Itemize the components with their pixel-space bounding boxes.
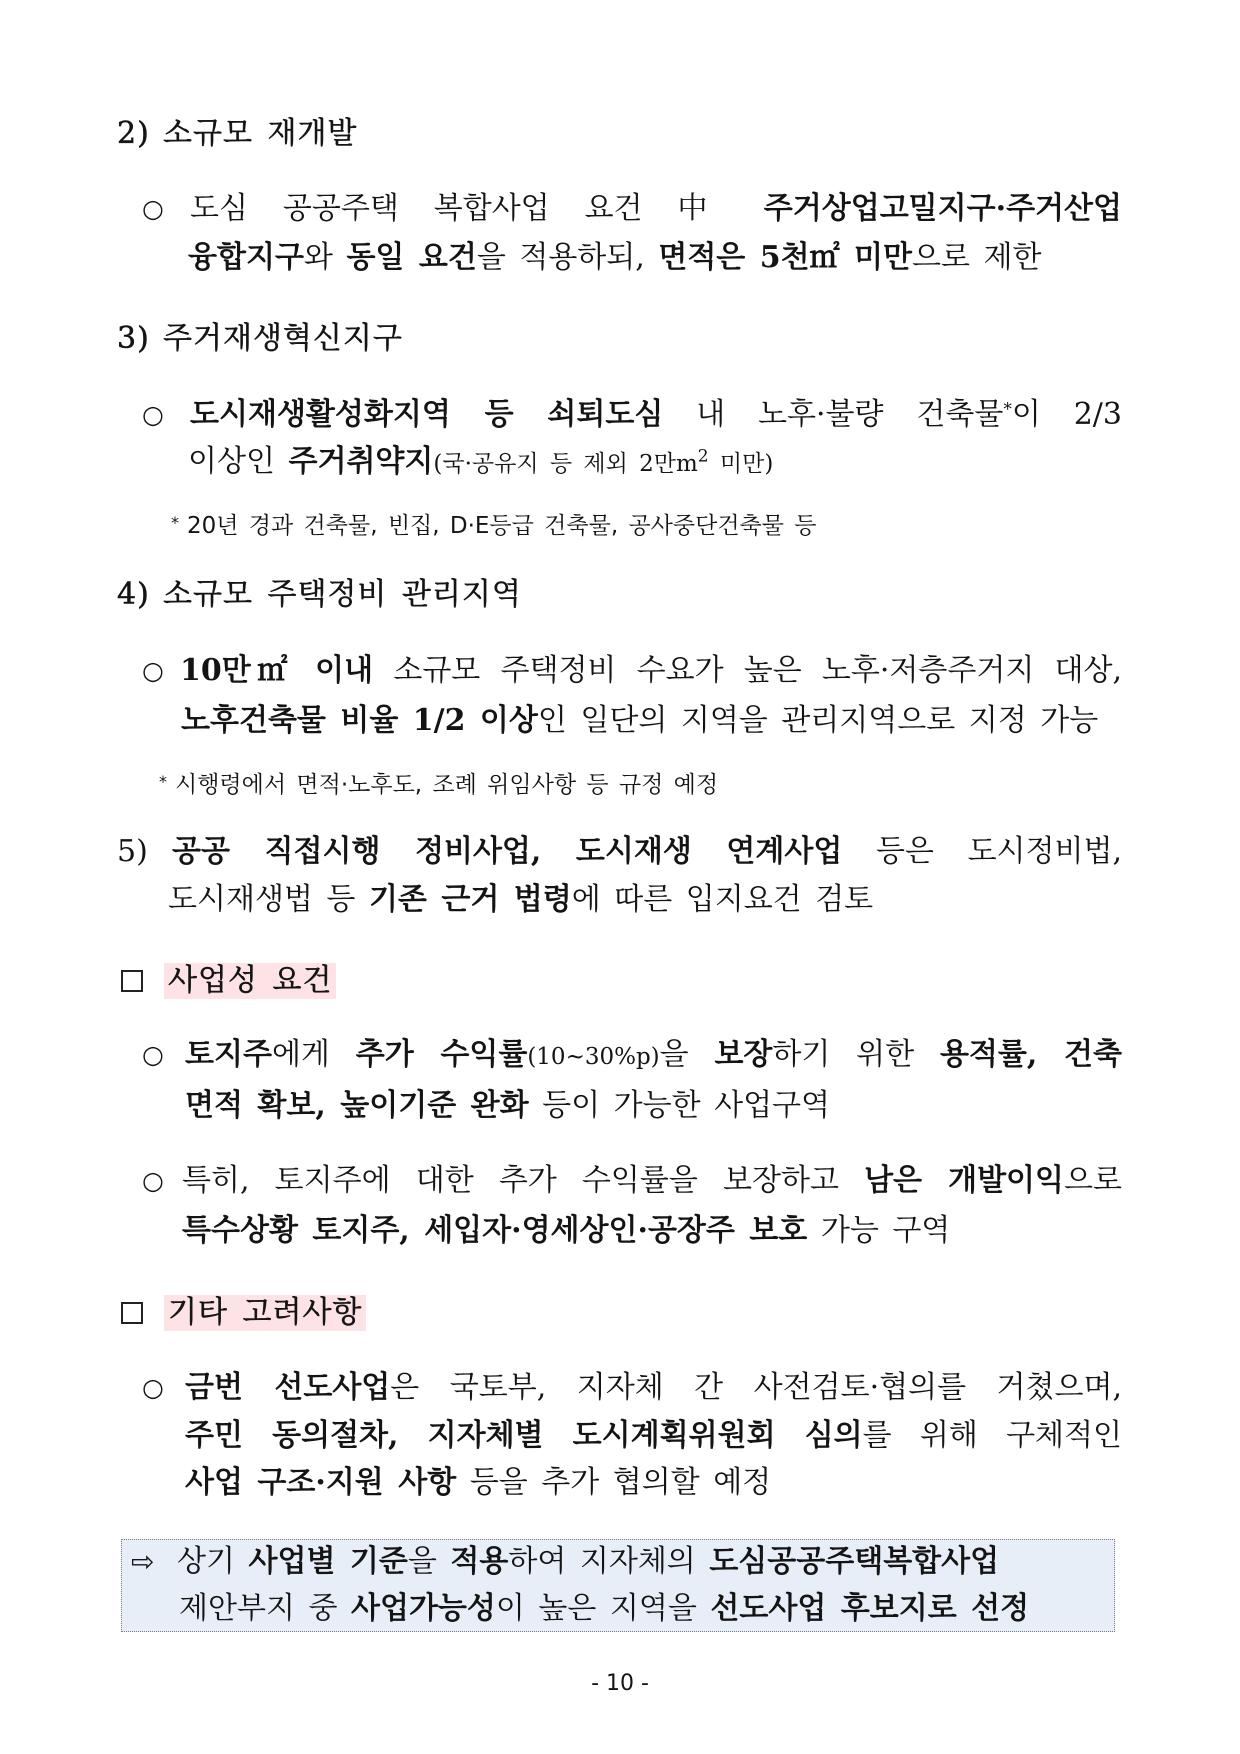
text-run: 인 일단의 지역을 관리지역으로 지정 가능 [537, 703, 1099, 738]
page-number: - 10 - [591, 1671, 649, 1696]
square-outline-icon [121, 1302, 143, 1324]
summary-line [177, 1540, 999, 1584]
text-run: 도시재생법 등 [168, 882, 369, 917]
subsection-heading [164, 1291, 366, 1335]
bold-text-run: 특수상황 토지주, 세입자·영세상인·공장주 보호 [182, 1213, 808, 1248]
bold-text-run: 사업별 기준 [248, 1544, 408, 1579]
text-run: 내 노후·불량 건축물 [663, 397, 1004, 432]
paragraph-line [185, 1366, 1122, 1410]
text-run: 에 따른 입지요건 검토 [571, 882, 874, 917]
bold-text-run: 적용 [450, 1544, 509, 1579]
paragraph-line [182, 1209, 950, 1253]
bold-text-run: 선도사업 후보지로 선정 [710, 1591, 1030, 1626]
paragraph-line [172, 830, 1122, 874]
text-run: 를 위해 구체적인 [862, 1418, 1122, 1453]
text-run: 하기 위한 [772, 1037, 940, 1072]
bold-text-run: 기존 근거 법령 [368, 882, 572, 917]
bold-text-run: 10만㎡ 이내 [180, 653, 374, 688]
right-arrow-icon: ⇨ [131, 1545, 155, 1578]
text-run: 으로 [1064, 1163, 1122, 1198]
bullet-circle-icon: ○ [142, 1373, 164, 1402]
bullet-circle-icon: ○ [142, 1166, 164, 1195]
bold-text-run: 노후건축물 비율 1/2 이상 [181, 703, 538, 738]
section-number: 5) [117, 834, 148, 869]
paragraph-line [181, 699, 1098, 743]
bold-text-run: 추가 수익률 [355, 1037, 528, 1072]
text-run: (10~30%p) [527, 1044, 660, 1070]
bold-text-run: 주거상업고밀지구·주거산업 [763, 191, 1122, 226]
text-run: 등이 가능한 사업구역 [528, 1088, 831, 1123]
subsection-heading [164, 959, 336, 1003]
bullet-circle-icon: ○ [142, 656, 164, 685]
bullet-circle-icon: ○ [142, 1040, 164, 1069]
paragraph-line [185, 1414, 1122, 1458]
section-title: 소규모 재개발 [163, 116, 358, 151]
paragraph-line [168, 878, 873, 922]
text-run: 와 [303, 240, 347, 275]
text-run: 이 높은 지역을 [495, 1591, 711, 1626]
bold-text-run: 사업가능성 [350, 1591, 496, 1626]
text-run: 가능 구역 [807, 1213, 951, 1248]
text-run: 등은 도시정비법, [842, 834, 1122, 869]
footnote-text: 시행령에서 면적·노후도, 조례 위임사항 등 규정 예정 [175, 771, 719, 798]
text-run: 도심 공공주택 복합사업 요건 中 [190, 191, 764, 226]
highlighted-title: 사업성 요건 [164, 963, 336, 999]
footnote [171, 501, 817, 545]
bold-text-run: 보장 [714, 1037, 773, 1072]
text-run: 으로 제한 [912, 240, 1042, 275]
square-outline-icon [121, 970, 143, 992]
text-run: (국·공유지 등 제외 2만m [433, 451, 698, 477]
bold-text-run: 용적률, 건축 [939, 1037, 1122, 1072]
paragraph-line [190, 393, 1122, 437]
bold-text-run: 주민 동의절차, 지자체별 도시계획위원회 심의 [185, 1418, 863, 1453]
paragraph-line [190, 187, 1122, 231]
text-run: 미만) [708, 451, 774, 477]
highlighted-title: 기타 고려사항 [164, 1295, 366, 1331]
text-run: 상기 [177, 1544, 249, 1579]
bold-text-run: 융합지구 [188, 240, 304, 275]
footnote [159, 760, 718, 804]
bold-text-run: 금번 선도사업 [185, 1370, 391, 1405]
text-run: 은 국토부, 지자체 간 사전검토·협의를 거쳤으며, [390, 1370, 1122, 1405]
text-run: 특히, 토지주에 대한 추가 수익률을 보장하고 [182, 1163, 865, 1198]
section-number: 2) [117, 116, 150, 151]
text-run: 이상인 [188, 444, 289, 479]
paragraph-line [188, 236, 1041, 280]
text-run: 을 적용하되, [476, 240, 659, 275]
text-run: * [1003, 399, 1012, 420]
text-run: 에게 [271, 1037, 356, 1072]
bold-text-run: 도시재생활성화지역 등 쇠퇴도심 [190, 397, 664, 432]
bold-text-run: 도심공공주택복합사업 [709, 1544, 1000, 1579]
text-run: 제안부지 중 [179, 1591, 351, 1626]
footnote-text: 20년 경과 건축물, 빈집, D·E등급 건축물, 공사중단건축물 등 [187, 512, 817, 539]
paragraph-line [185, 1461, 771, 1505]
paragraph-line [180, 649, 1122, 693]
paragraph-line [185, 1084, 830, 1128]
footnote-mark: * [171, 513, 179, 532]
text-run: 등을 추가 협의할 예정 [456, 1465, 772, 1500]
text-run: 을 [659, 1037, 715, 1072]
section-number: 4) [117, 577, 150, 612]
bullet-circle-icon: ○ [142, 194, 164, 223]
section-title: 주거재생혁신지구 [163, 321, 403, 356]
summary-line [179, 1587, 1029, 1631]
text-run: 하여 지자체의 [508, 1544, 710, 1579]
paragraph-line [185, 1033, 1122, 1077]
footnote-mark: * [159, 772, 167, 791]
paragraph-line [182, 1159, 1122, 1203]
bold-text-run: 남은 개발이익 [864, 1163, 1065, 1198]
bold-text-run: 면적은 5천㎡ 미만 [658, 240, 912, 275]
paragraph-line [188, 440, 773, 484]
text-run: 2 [697, 446, 709, 467]
bold-text-run: 면적 확보, 높이기준 완화 [185, 1088, 529, 1123]
bold-text-run: 공공 직접시행 정비사업, 도시재생 연계사업 [172, 834, 843, 869]
section-number: 3) [117, 321, 150, 356]
text-run: 이 2/3 [1011, 397, 1122, 432]
bold-text-run: 사업 구조·지원 사항 [185, 1465, 457, 1500]
section-title: 소규모 주택정비 관리지역 [163, 577, 522, 612]
bullet-circle-icon: ○ [142, 400, 164, 429]
text-run: 을 [407, 1544, 451, 1579]
bold-text-run: 토지주 [185, 1037, 272, 1072]
bold-text-run: 동일 요건 [346, 240, 477, 275]
text-run: 소규모 주택정비 수요가 높은 노후·저층주거지 대상, [373, 653, 1122, 688]
bold-text-run: 주거취약지 [288, 444, 434, 479]
